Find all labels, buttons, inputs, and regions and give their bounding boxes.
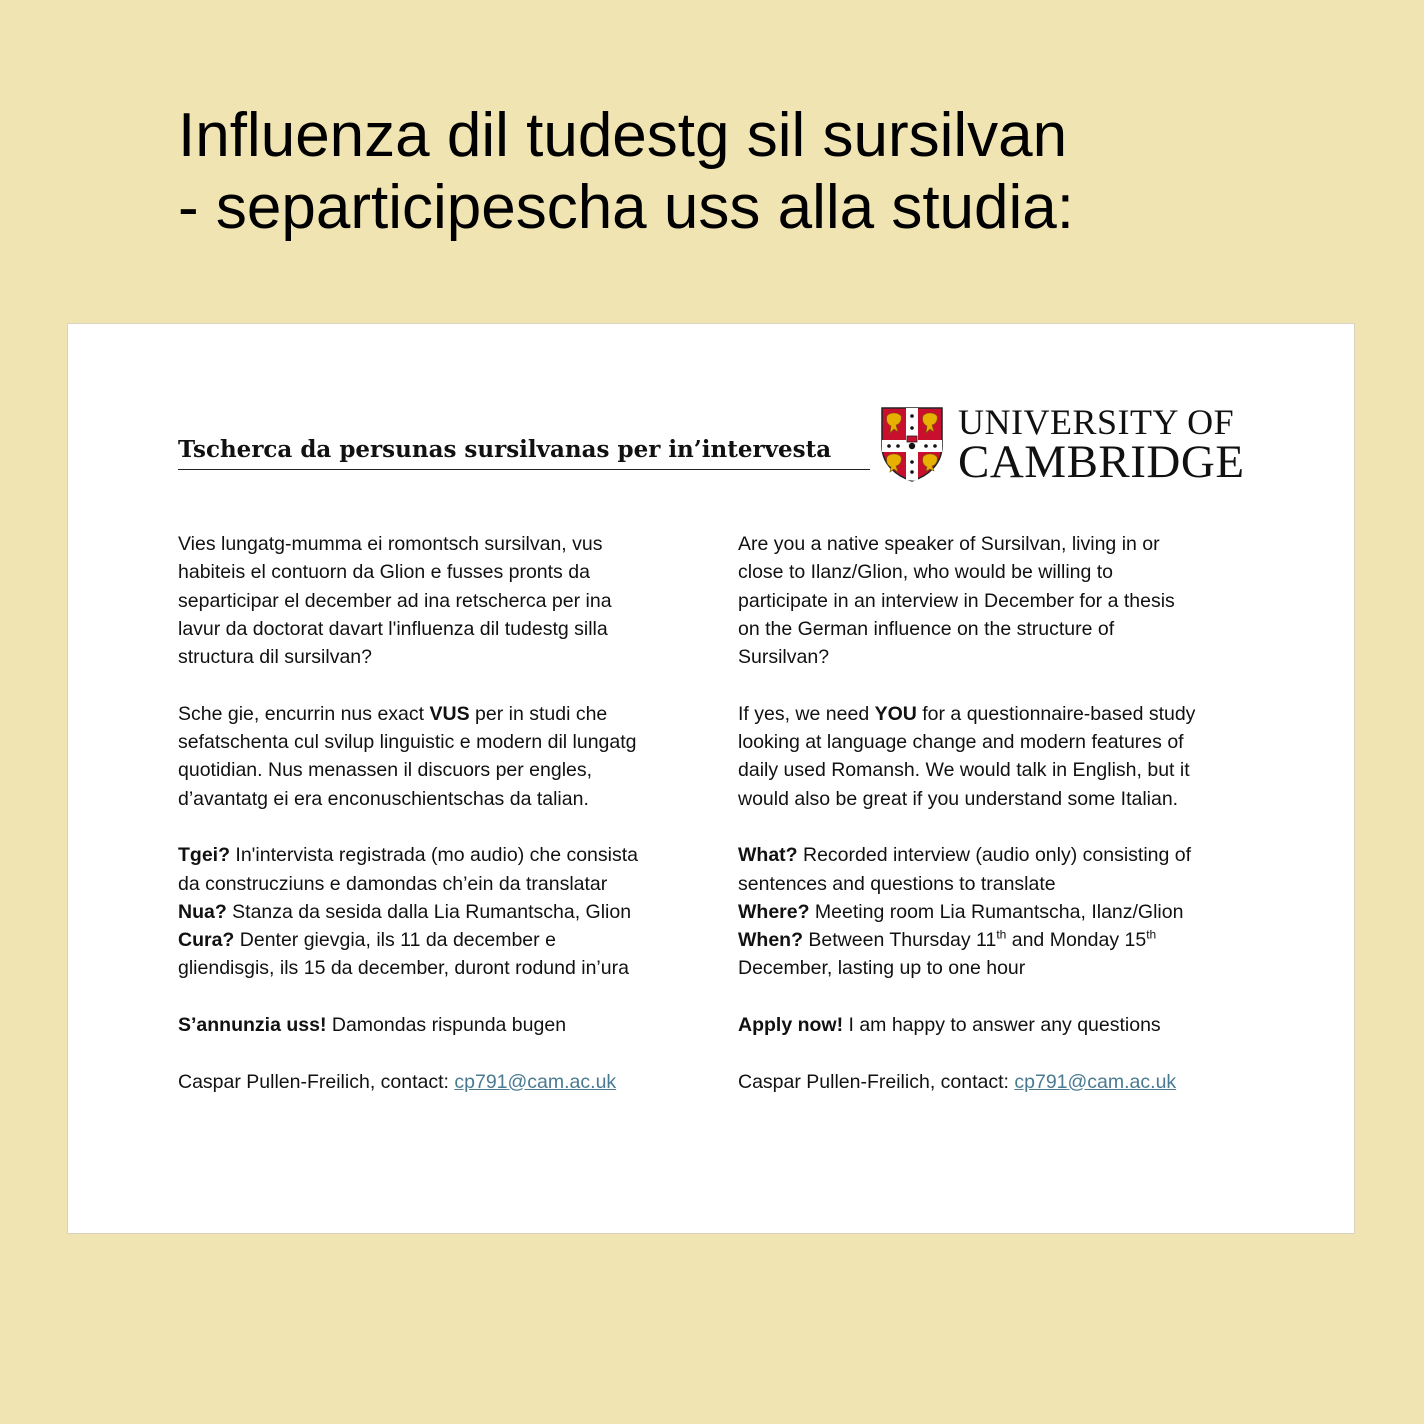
text-line: da construcziuns e damondas ch’ein da translatar [178, 872, 608, 895]
contact-prefix: Caspar Pullen-Freilich, contact: [178, 1070, 455, 1093]
what-label: Tgei? [178, 844, 230, 867]
wordmark-line1: UNIVERSITY OF [958, 402, 1235, 442]
text-fragment: I am happy to answer any questions [843, 1014, 1161, 1037]
text-fragment: Meeting room Lia Rumantscha, Ilanz/Glion [809, 900, 1184, 923]
flyer-heading: Tscherca da persunas sursilvanas per in’intervesta [178, 432, 870, 470]
text-fragment: Sche gie, encurrin nus exact [178, 702, 430, 725]
apply-paragraph [738, 1011, 1258, 1039]
text-fragment: Between Thursday 11 [802, 929, 997, 952]
what-line [738, 841, 1258, 869]
offer-paragraph [178, 700, 698, 813]
ordinal-suffix: th [1146, 927, 1157, 942]
column-english [738, 530, 1258, 1124]
contact-paragraph [738, 1068, 1258, 1096]
emphasis: VUS [429, 702, 470, 725]
text-line: close to Ilanz/Glion, who would be willing to [738, 561, 1114, 584]
contact-paragraph [178, 1068, 698, 1096]
text-fragment: Stanza da sesida dalla Lia Rumantscha, Glion [226, 900, 632, 923]
text-fragment: Denter gievgia, ils 11 da december e [234, 929, 556, 952]
apply-paragraph [178, 1011, 698, 1039]
when-line [178, 926, 698, 954]
text-line: structura dil sursilvan? [178, 646, 372, 669]
text-fragment: for a questionnaire-based study [916, 702, 1196, 725]
university-wordmark [958, 402, 1245, 488]
text-fragment: Recorded interview (audio only) consisting of [797, 844, 1192, 867]
where-line [738, 898, 1258, 926]
ordinal-suffix: th [996, 927, 1007, 942]
intro-paragraph [178, 530, 698, 671]
page-title [178, 100, 1074, 244]
where-label: Nua? [178, 900, 227, 923]
text-fragment: per in studi che [469, 702, 608, 725]
contact-prefix: Caspar Pullen-Freilich, contact: [738, 1070, 1015, 1093]
email-link[interactable]: cp791@cam.ac.uk [1014, 1070, 1177, 1093]
apply-label: S’annunzia uss! [178, 1014, 327, 1037]
text-line: gliendisgis, ils 15 da december, duront rodund in’ura [178, 957, 629, 980]
text-line: separticipar el december ad ina retscherca per ina [178, 589, 612, 612]
when-label: When? [738, 929, 803, 952]
when-line [738, 926, 1258, 954]
emphasis: YOU [874, 702, 917, 725]
text-line: participate in an interview in December for a thesis [738, 589, 1175, 612]
page-title-line2: - separticipescha uss alla studia: [178, 173, 1075, 242]
details-paragraph [178, 841, 698, 982]
text-line: would also be great if you understand some Italian. [738, 787, 1179, 810]
flyer [67, 323, 1355, 1234]
text-line: Are you a native speaker of Sursilvan, living in or [738, 533, 1160, 555]
apply-line [738, 1011, 1258, 1039]
text-fragment: In'intervista registrada (mo audio) che consista [230, 844, 638, 867]
text-fragment: If yes, we need [738, 702, 875, 725]
intro-paragraph [738, 530, 1258, 671]
where-label: Where? [738, 900, 810, 923]
text-fragment: Damondas rispunda bugen [326, 1014, 567, 1037]
text-line: December, lasting up to one hour [738, 957, 1026, 980]
text-line: d’avantatg ei era enconuschientschas da talian. [178, 787, 589, 810]
text-fragment: and Monday 15 [1006, 929, 1147, 952]
apply-label: Apply now! [738, 1014, 844, 1037]
what-line [178, 841, 698, 869]
what-label: What? [738, 844, 798, 867]
text-line: habiteis el contuorn da Glion e fusses pronts da [178, 561, 590, 584]
wordmark-line2: CAMBRIDGE [958, 436, 1245, 488]
cambridge-coat-of-arms-icon [880, 406, 944, 482]
text-line [738, 700, 1258, 728]
text-line: Sursilvan? [738, 646, 830, 669]
page-title-line1: Influenza dil tudestg sil sursilvan [178, 101, 1068, 170]
contact-line [738, 1068, 1258, 1096]
when-label: Cura? [178, 929, 235, 952]
text-line: lavur da doctorat davart l'influenza dil tudestg silla [178, 617, 608, 640]
university-logo [880, 402, 1250, 488]
text-line: quotidian. Nus menassen il discuors per engles, [178, 759, 593, 782]
text-line: on the German influence on the structure of [738, 617, 1115, 640]
email-link[interactable]: cp791@cam.ac.uk [454, 1070, 617, 1093]
contact-line [178, 1068, 698, 1096]
text-line [178, 700, 698, 728]
text-line: sentences and questions to translate [738, 872, 1056, 895]
column-romansh [178, 530, 698, 1124]
text-line: daily used Romansh. We would talk in English, but it [738, 759, 1190, 782]
text-line: sefatschenta cul svilup linguistic e modern dil lungatg [178, 731, 637, 754]
text-line: looking at language change and modern features of [738, 731, 1184, 754]
details-paragraph [738, 841, 1258, 982]
where-line [178, 898, 698, 926]
offer-paragraph [738, 700, 1258, 813]
text-line: Vies lungatg-mumma ei romontsch sursilvan, vus [178, 533, 603, 555]
apply-line [178, 1011, 698, 1039]
